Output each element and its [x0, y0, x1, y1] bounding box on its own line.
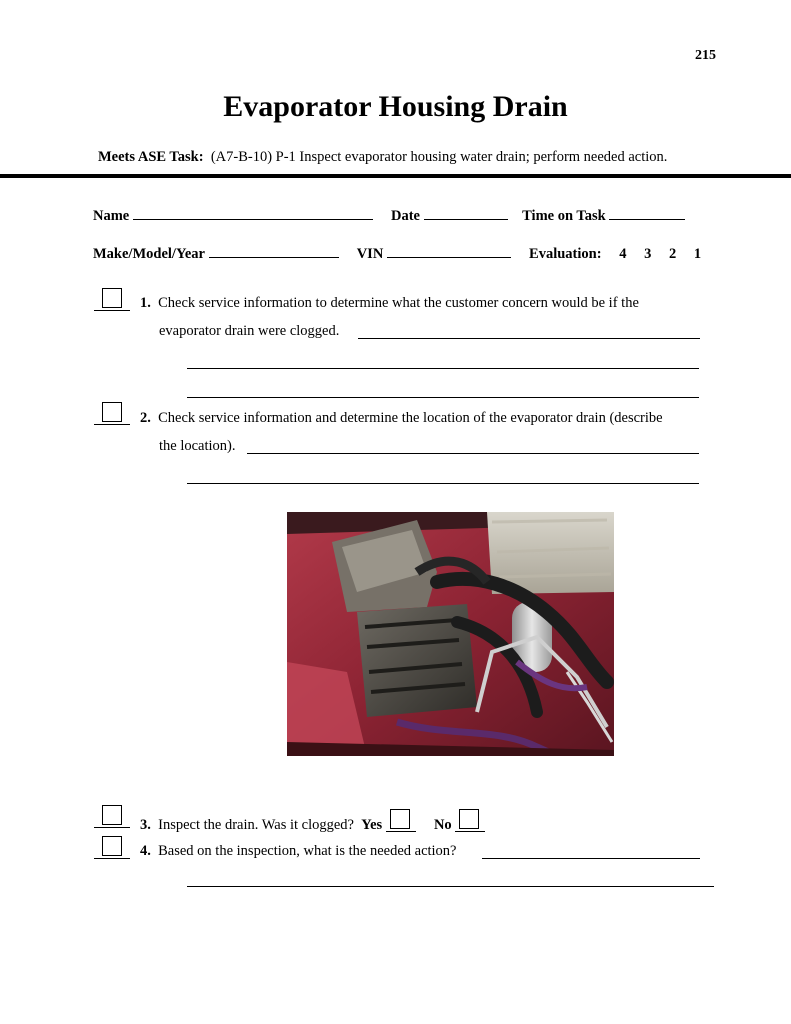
item-4-text: Based on the inspection, what is the needed action?	[158, 843, 457, 859]
item-1-number: 1.	[140, 295, 151, 311]
make-model-year-label: Make/Model/Year	[93, 246, 205, 262]
ase-task-text: (A7-B-10) P-1 Inspect evaporator housing water drain; perform needed action.	[210, 149, 668, 165]
item-1-checkbox[interactable]	[94, 288, 130, 311]
item-4-answer-line-1[interactable]	[482, 858, 700, 859]
item-1-text-1: Check service information to determine what the customer concern would be if the	[158, 295, 639, 311]
no-label: No	[433, 817, 452, 833]
info-row-2	[93, 245, 701, 263]
item-2-text-1: Check service information and determine the location of the evaporator drain (describe	[158, 410, 663, 426]
item-1-line-1	[140, 294, 639, 312]
item-1-answer-line-3[interactable]	[187, 397, 699, 398]
ase-task-label: Meets ASE Task:	[98, 149, 204, 165]
item-1-answer-line-2[interactable]	[187, 368, 699, 369]
evaluation-score-3[interactable]: 3	[644, 246, 652, 262]
item-2-answer-line-2[interactable]	[187, 483, 699, 484]
info-row-1	[93, 207, 685, 225]
item-2-line-2	[159, 437, 236, 455]
item-4-checkbox[interactable]	[94, 836, 130, 859]
item-1-text-2: evaporator drain were clogged.	[159, 323, 340, 339]
checkbox-box	[102, 402, 122, 422]
item-2-answer-line-1[interactable]	[247, 453, 699, 454]
item-4-number: 4.	[140, 843, 151, 859]
evaluation-score-4[interactable]: 4	[619, 246, 627, 262]
name-label: Name	[93, 208, 130, 224]
evaporator-housing-photo	[287, 512, 614, 756]
item-3-number: 3.	[140, 817, 151, 833]
name-field[interactable]	[133, 207, 373, 220]
evaluation-score-2[interactable]: 2	[668, 246, 677, 262]
make-model-year-field[interactable]	[209, 245, 339, 258]
evaluation-label: Evaluation:	[529, 246, 602, 262]
checkbox-box	[459, 809, 479, 829]
item-2-text-2: the location).	[159, 438, 236, 454]
item-2-line-1	[140, 409, 663, 427]
evaluation-score-1[interactable]: 1	[693, 246, 702, 262]
date-field[interactable]	[424, 207, 508, 220]
item-4-answer-line-2[interactable]	[187, 886, 714, 887]
item-1-answer-line-1[interactable]	[358, 338, 700, 339]
page-title: Evaporator Housing Drain	[223, 90, 568, 123]
checkbox-box	[102, 836, 122, 856]
header-divider	[0, 174, 791, 178]
item-3-text: Inspect the drain. Was it clogged?	[158, 817, 354, 833]
vin-field[interactable]	[387, 245, 511, 258]
item-1-line-2	[159, 322, 339, 340]
item-2-number: 2.	[140, 410, 151, 426]
time-on-task-field[interactable]	[609, 207, 685, 220]
ase-task-line	[98, 149, 667, 166]
yes-label: Yes	[361, 817, 383, 833]
no-checkbox[interactable]	[455, 813, 485, 832]
checkbox-box	[102, 805, 122, 825]
item-4-line	[140, 842, 457, 860]
vin-label: VIN	[356, 246, 384, 262]
checkbox-box	[390, 809, 410, 829]
evaluation-scores	[605, 246, 701, 262]
yes-checkbox[interactable]	[386, 813, 416, 832]
item-2-checkbox[interactable]	[94, 402, 130, 425]
date-label: Date	[391, 208, 420, 224]
evaporator-photo-illustration	[287, 512, 614, 756]
page-number: 215	[695, 48, 716, 63]
checkbox-box	[102, 288, 122, 308]
item-3-line	[140, 813, 485, 834]
time-on-task-label: Time on Task	[522, 208, 606, 224]
item-3-checkbox[interactable]	[94, 805, 130, 828]
